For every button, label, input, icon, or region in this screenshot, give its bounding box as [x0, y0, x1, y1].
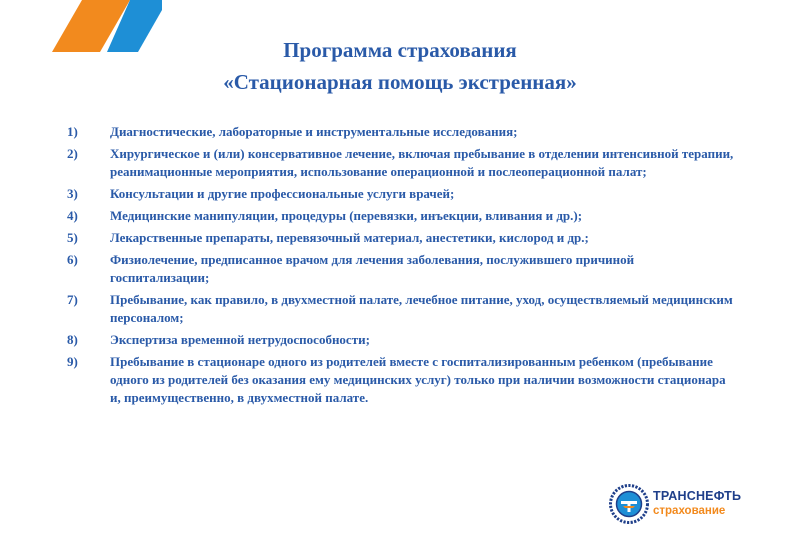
item-text: Пребывание, как правило, в двухместной палате, лечебное питание, уход, осуществляемый медицинским персоналом;	[110, 292, 733, 325]
item-text: Пребывание в стационаре одного из родителей вместе с госпитализированным ребенком (пребывание одного из родителей без оказания ему медицинских услуг) только при наличии возможности стационара и, преимущественно, в двухместной палате.	[110, 354, 726, 405]
list-item	[64, 229, 734, 247]
list-item	[64, 185, 734, 203]
item-number: 6)	[67, 252, 78, 267]
brand-logo	[609, 484, 759, 526]
brand-subtitle: страхование	[653, 505, 726, 517]
item-text: Физиолечение, предписанное врачом для лечения заболевания, послужившего причиной госпитализации;	[110, 252, 635, 285]
list-item	[64, 123, 734, 141]
item-number: 7)	[67, 292, 78, 307]
item-number: 5)	[67, 230, 78, 245]
item-number: 9)	[67, 354, 78, 369]
item-number: 8)	[67, 332, 78, 347]
list-item	[64, 251, 734, 287]
page-title	[0, 34, 800, 98]
list-item	[64, 353, 734, 407]
list-item	[64, 331, 734, 349]
title-line-2: «Стационарная помощь экстренная»	[223, 70, 577, 94]
transneft-emblem-icon	[609, 484, 649, 524]
list-item	[64, 145, 734, 181]
item-number: 3)	[67, 186, 78, 201]
item-text: Медицинские манипуляции, процедуры (перевязки, инъекции, вливания и др.);	[110, 208, 583, 223]
item-text: Хирургическое и (или) консервативное лечение, включая пребывание в отделении интенсивной терапии, реанимационные мероприятия, использование операционной и послеоперационной палат;	[110, 146, 734, 179]
item-number: 4)	[67, 208, 78, 223]
list-item	[64, 207, 734, 225]
item-number: 2)	[67, 146, 78, 161]
item-text: Консультации и другие профессиональные услуги врачей;	[110, 186, 455, 201]
item-number: 1)	[67, 124, 78, 139]
item-text: Лекарственные препараты, перевязочный материал, анестетики, кислород и др.;	[110, 230, 589, 245]
item-text: Диагностические, лабораторные и инструментальные исследования;	[110, 124, 518, 139]
title-line-1: Программа страхования	[283, 38, 517, 62]
list-item	[64, 291, 734, 327]
item-text: Экспертиза временной нетрудоспособности;	[110, 332, 370, 347]
coverage-list	[64, 123, 734, 411]
brand-name: ТРАНСНЕФТЬ	[653, 489, 742, 503]
